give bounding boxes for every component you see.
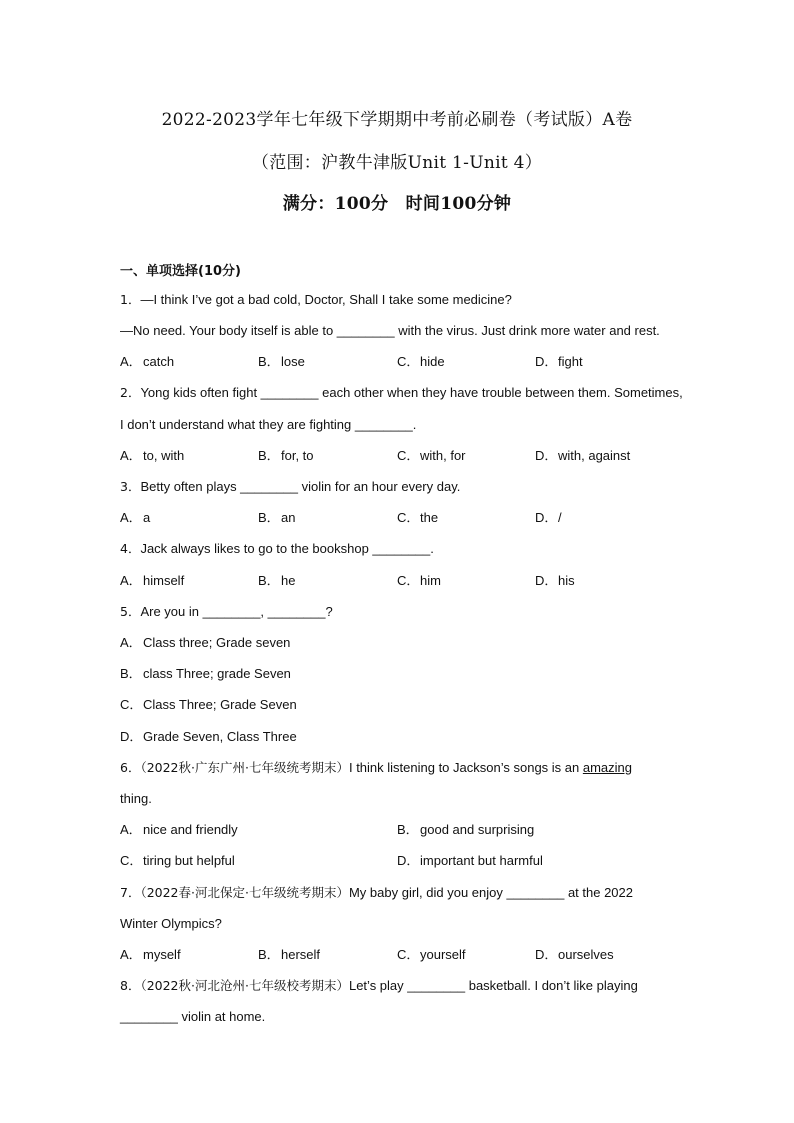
question-text: Jack always likes to go to the bookshop ________. <box>140 541 434 556</box>
question-number: 7． <box>120 885 141 900</box>
option-b[interactable]: B．for, to <box>258 448 314 463</box>
option-d[interactable]: D．his <box>535 573 575 588</box>
exam-scope: （范围：沪教牛津版Unit 1-Unit 4） <box>251 153 543 173</box>
option-a[interactable]: A．to, with <box>120 448 185 463</box>
question-3 <box>120 479 690 495</box>
question-text: —I think I’ve got a bad cold, Doctor, Shall I take some medicine? <box>140 292 512 307</box>
question-number: 3． <box>120 479 141 494</box>
question-7 <box>120 885 690 901</box>
option-d[interactable]: D．/ <box>535 510 562 525</box>
question-text: Betty often plays ________ violin for an hour every day. <box>140 479 461 494</box>
option-c[interactable]: C．him <box>397 573 441 588</box>
question-number: 8． <box>120 978 141 993</box>
option-a[interactable]: A．nice and friendly <box>120 822 238 837</box>
question-1-line2: —No need. Your body itself is able to ________ with the virus. Just drink more water and rest. <box>120 323 660 338</box>
question-6-options-row2 <box>120 853 690 869</box>
option-d[interactable]: D．Grade Seven, Class Three <box>120 729 297 744</box>
option-a[interactable]: A．himself <box>120 573 185 588</box>
option-a[interactable]: A．a <box>120 510 151 525</box>
section-title: 一、单项选择(10分) <box>120 264 241 279</box>
question-text: I think listening to Jackson’s songs is an <box>348 760 583 775</box>
option-b[interactable]: B．he <box>258 573 296 588</box>
exam-score-time: 满分：100分 时间100分钟 <box>282 194 512 214</box>
question-3-options <box>120 510 690 526</box>
option-b[interactable]: B．an <box>258 510 296 525</box>
question-source: （2022秋·河北沧州·七年级校考期末） <box>140 978 349 993</box>
question-text: My baby girl, did you enjoy ________ at the 2022 <box>348 885 634 900</box>
option-a[interactable]: A．Class three; Grade seven <box>120 635 291 650</box>
option-b[interactable]: B．good and surprising <box>397 822 535 837</box>
question-7-options <box>120 947 690 963</box>
option-b[interactable]: B．lose <box>258 354 305 369</box>
option-d[interactable]: D．with, against <box>535 448 631 463</box>
underlined-word: amazing <box>582 760 632 775</box>
option-c[interactable]: C．the <box>397 510 439 525</box>
option-c[interactable]: C．Class Three; Grade Seven <box>120 697 297 712</box>
question-source: （2022春·河北保定·七年级统考期末） <box>140 885 349 900</box>
option-a[interactable]: A．myself <box>120 947 181 962</box>
option-a[interactable]: A．catch <box>120 354 175 369</box>
question-number: 2． <box>120 385 141 400</box>
question-7-line2: Winter Olympics? <box>120 916 222 931</box>
question-6-options-row1 <box>120 822 690 838</box>
question-text: Are you in ________, ________? <box>140 604 333 619</box>
question-8-line2: ________ violin at home. <box>120 1009 266 1024</box>
question-source: （2022秋·广东广州·七年级统考期末） <box>140 760 349 775</box>
question-2 <box>120 385 690 401</box>
question-6 <box>120 760 690 776</box>
question-1-options <box>120 354 690 370</box>
option-c[interactable]: C．tiring but helpful <box>120 853 235 868</box>
option-b[interactable]: B．class Three; grade Seven <box>120 666 291 681</box>
question-5 <box>120 604 690 620</box>
option-b[interactable]: B．herself <box>258 947 321 962</box>
question-2-options <box>120 448 690 464</box>
question-number: 1． <box>120 292 141 307</box>
question-text: Yong kids often fight ________ each other when they have trouble between them. Sometimes, <box>140 385 683 400</box>
question-4 <box>120 541 690 557</box>
question-number: 6． <box>120 760 141 775</box>
option-d[interactable]: D．fight <box>535 354 583 369</box>
option-d[interactable]: D．ourselves <box>535 947 614 962</box>
question-number: 5． <box>120 604 141 619</box>
question-4-options <box>120 573 690 589</box>
option-c[interactable]: C．hide <box>397 354 445 369</box>
option-c[interactable]: C．yourself <box>397 947 466 962</box>
exam-title: 2022-2023学年七年级下学期期中考前必刷卷（考试版）A卷 <box>161 110 633 130</box>
question-1 <box>120 292 690 308</box>
question-text: Let’s play ________ basketball. I don’t like playing <box>348 978 638 993</box>
option-c[interactable]: C．with, for <box>397 448 466 463</box>
option-d[interactable]: D．important but harmful <box>397 853 543 868</box>
question-6-line2: thing. <box>120 791 152 806</box>
question-2-line2: I don’t understand what they are fighting ________. <box>120 417 417 432</box>
question-number: 4． <box>120 541 141 556</box>
question-8 <box>120 978 690 994</box>
